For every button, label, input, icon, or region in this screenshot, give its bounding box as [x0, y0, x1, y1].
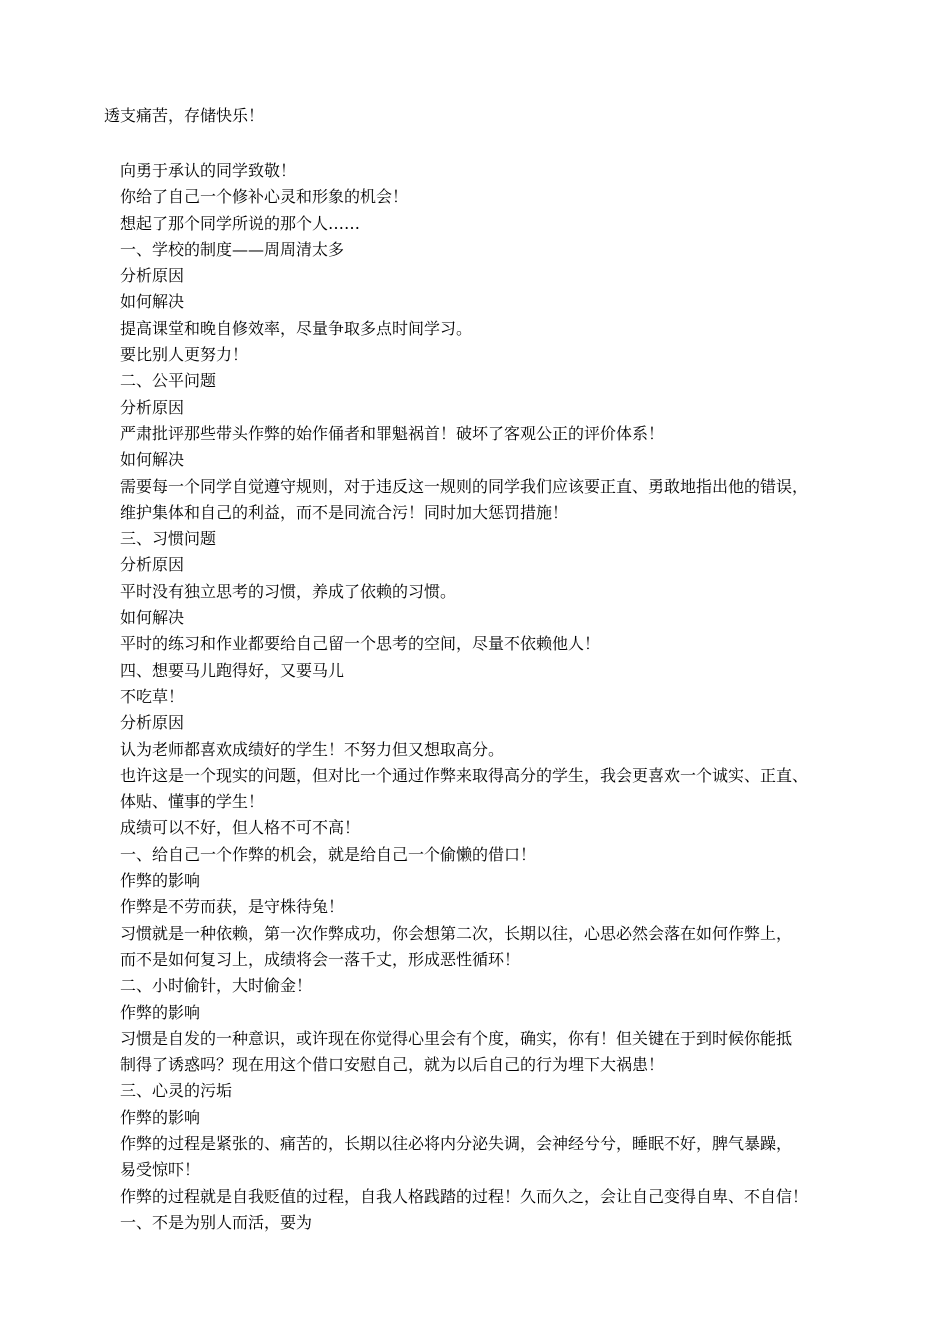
text-line: 三、习惯问题 [120, 529, 217, 549]
text-line: 二、小时偷针，大时偷金！ [120, 976, 313, 996]
text-line: 作弊的过程是紧张的、痛苦的，长期以往必将内分泌失调，会神经兮兮，睡眠不好，脾气暴躁， [120, 1133, 793, 1153]
text-line: 作弊的影响 [120, 871, 201, 891]
text-line: 不吃草！ [120, 686, 185, 706]
text-line: 提高课堂和晚自修效率，尽量争取多点时间学习。 [120, 318, 473, 338]
text-line: 二、公平问题 [120, 371, 217, 391]
text-line: 作弊的过程就是自我贬值的过程，自我人格践踏的过程！久而久之，会让自己变得自卑、不自信！ [120, 1186, 809, 1206]
text-line: 分析原因 [120, 713, 185, 733]
text-line: 分析原因 [120, 397, 185, 417]
text-line: 一、学校的制度——周周清太多 [120, 239, 345, 259]
text-line: 如何解决 [120, 292, 185, 312]
text-line: 平时的练习和作业都要给自己留一个思考的空间，尽量不依赖他人！ [120, 634, 601, 654]
text-line: 如何解决 [120, 450, 185, 470]
text-line: 三、心灵的污垢 [120, 1081, 233, 1101]
text-line: 一、不是为别人而活，要为 [120, 1212, 313, 1232]
text-line: 向勇于承认的同学致敬！ [120, 161, 297, 180]
document-heading: 透支痛苦，存储快乐！ [104, 106, 265, 125]
text-line: 体贴、懂事的学生！ [120, 792, 265, 812]
text-line: 要比别人更努力！ [120, 345, 249, 365]
text-line: 成绩可以不好，但人格不可不高！ [120, 818, 361, 838]
text-line: 你给了自己一个修补心灵和形象的机会！ [120, 187, 409, 207]
text-line: 习惯是自发的一种意识，或许现在你觉得心里会有个度，确实，你有！但关键在于到时候你能抵 [120, 1028, 793, 1048]
text-line: 如何解决 [120, 608, 185, 628]
text-line: 作弊是不劳而获，是守株待兔！ [120, 897, 345, 917]
document-body [120, 158, 860, 1236]
text-line: 作弊的影响 [120, 1002, 201, 1022]
text-line: 习惯就是一种依赖，第一次作弊成功，你会想第二次，长期以往，心思必然会落在如何作弊上， [120, 923, 793, 943]
text-line: 一、给自己一个作弊的机会，就是给自己一个偷懒的借口！ [120, 844, 537, 864]
text-line: 也许这是一个现实的问题，但对比一个通过作弊来取得高分的学生，我会更喜欢一个诚实、正直、 [120, 765, 809, 785]
text-line: 想起了那个同学所说的那个人…… [120, 213, 361, 233]
text-line: 作弊的影响 [120, 1107, 201, 1127]
text-line: 易受惊吓！ [120, 1160, 201, 1180]
text-line: 四、想要马儿跑得好，又要马儿 [120, 660, 345, 680]
text-line: 严肃批评那些带头作弊的始作俑者和罪魁祸首！破坏了客观公正的评价体系！ [120, 423, 665, 443]
text-line: 平时没有独立思考的习惯，养成了依赖的习惯。 [120, 581, 457, 601]
text-line: 制得了诱惑吗？现在用这个借口安慰自己，就为以后自己的行为埋下大祸患！ [120, 1055, 665, 1075]
text-line: 需要每一个同学自觉遵守规则，对于违反这一规则的同学我们应该要正直、勇敢地指出他的错误， [120, 476, 809, 496]
text-line: 维护集体和自己的利益，而不是同流合污！同时加大惩罚措施！ [120, 502, 569, 522]
text-line: 认为老师都喜欢成绩好的学生！不努力但又想取高分。 [120, 739, 505, 759]
text-line: 而不是如何复习上，成绩将会一落千丈，形成恶性循环！ [120, 949, 521, 969]
text-line: 分析原因 [120, 266, 185, 286]
text-line: 分析原因 [120, 555, 185, 575]
